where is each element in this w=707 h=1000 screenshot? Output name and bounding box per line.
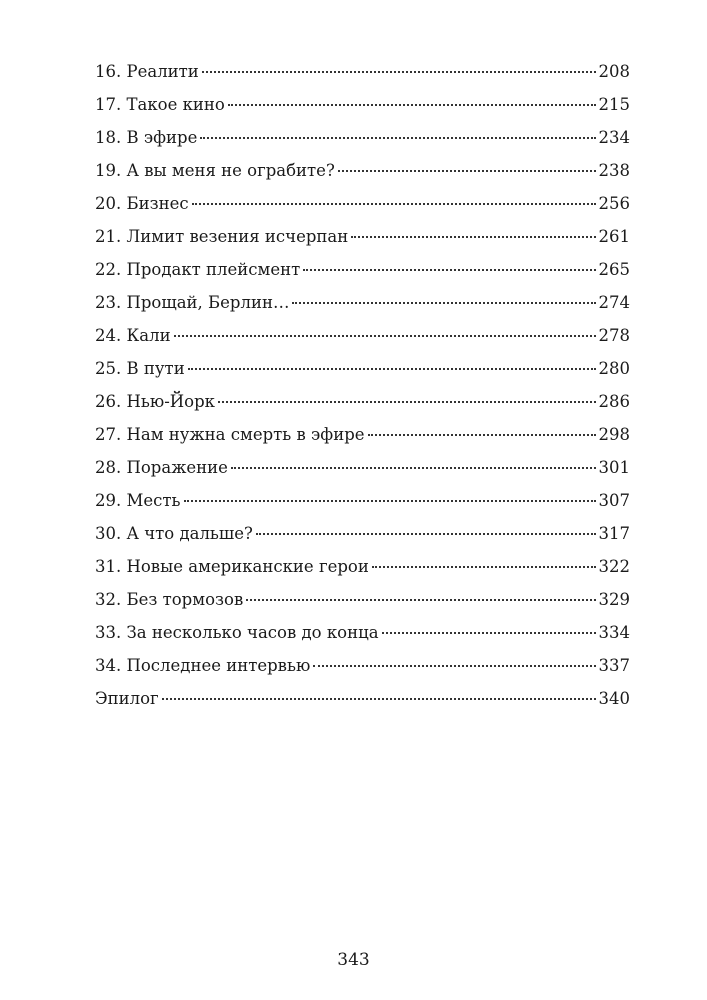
toc-entry-page: 208 [598,62,630,81]
toc-entry-title: 30. А что дальше? [95,524,253,543]
toc-entry [95,553,630,586]
toc-entry-title: 31. Новые американские герои [95,557,369,576]
toc-entry [95,289,630,322]
dot-leader [256,533,596,535]
toc-entry [95,256,630,289]
toc-entry [95,520,630,553]
toc-entry-page: 274 [598,293,630,312]
toc-entry-page: 329 [598,590,630,609]
toc-entry-title: 34. Последнее интервью [95,656,311,675]
toc-entry-page: 256 [598,194,630,213]
toc-entry-page: 265 [598,260,630,279]
toc-entry [95,190,630,223]
toc-entry [95,619,630,652]
toc-entry-title: 32. Без тормозов [95,590,244,609]
dot-leader [218,401,596,403]
toc-entry-title: 16. Реалити [95,62,199,81]
dot-leader [292,302,595,304]
dot-leader [303,269,595,271]
table-of-contents [95,58,630,718]
toc-entry-title: 24. Кали [95,326,171,345]
toc-entry-page: 280 [598,359,630,378]
toc-entry [95,421,630,454]
toc-entry [95,124,630,157]
dot-leader [351,236,595,238]
toc-entry-page: 238 [598,161,630,180]
toc-entry [95,58,630,91]
dot-leader [313,665,595,667]
dot-leader [202,71,596,73]
toc-entry-page: 286 [598,392,630,411]
toc-entry-page: 317 [598,524,630,543]
dot-leader [184,500,596,502]
toc-entry-page: 340 [598,689,630,708]
dot-leader [192,203,596,205]
toc-entry-page: 261 [598,227,630,246]
toc-entry [95,685,630,718]
toc-entry-page: 298 [598,425,630,444]
toc-entry [95,223,630,256]
toc-entry-title: 19. А вы меня не ограбите? [95,161,335,180]
toc-entry-title: 28. Поражение [95,458,228,477]
page-number: 343 [337,950,370,970]
toc-entry [95,454,630,487]
toc-entry [95,91,630,124]
toc-entry-page: 301 [598,458,630,477]
toc-entry-page: 322 [598,557,630,576]
dot-leader [162,698,596,700]
toc-entry-title: 22. Продакт плейсмент [95,260,301,279]
toc-entry-title: 25. В пути [95,359,185,378]
dot-leader [188,368,596,370]
toc-entry-page: 307 [598,491,630,510]
toc-entry-page: 234 [598,128,630,147]
toc-entry [95,322,630,355]
toc-entry [95,487,630,520]
toc-entry-title: 33. За несколько часов до конца [95,623,379,642]
toc-entry-page: 337 [598,656,630,675]
toc-entry-page: 215 [598,95,630,114]
toc-entry-title: 21. Лимит везения исчерпан [95,227,349,246]
toc-entry-page: 278 [598,326,630,345]
dot-leader [246,599,595,601]
toc-entry-title: 27. Нам нужна смерть в эфире [95,425,365,444]
dot-leader [174,335,596,337]
toc-entry [95,355,630,388]
toc-entry-title: Эпилог [95,689,159,708]
toc-entry [95,388,630,421]
toc-entry [95,157,630,190]
dot-leader [372,566,596,568]
toc-entry [95,652,630,685]
toc-entry-title: 17. Такое кино [95,95,225,114]
dot-leader [200,137,595,139]
toc-entry [95,586,630,619]
dot-leader [338,170,596,172]
dot-leader [228,104,596,106]
toc-entry-title: 18. В эфире [95,128,198,147]
dot-leader [368,434,596,436]
dot-leader [231,467,596,469]
toc-entry-title: 23. Прощай, Берлин… [95,293,290,312]
toc-entry-page: 334 [598,623,630,642]
dot-leader [382,632,596,634]
toc-entry-title: 26. Нью-Йорк [95,392,215,411]
toc-entry-title: 20. Бизнес [95,194,189,213]
toc-entry-title: 29. Месть [95,491,181,510]
